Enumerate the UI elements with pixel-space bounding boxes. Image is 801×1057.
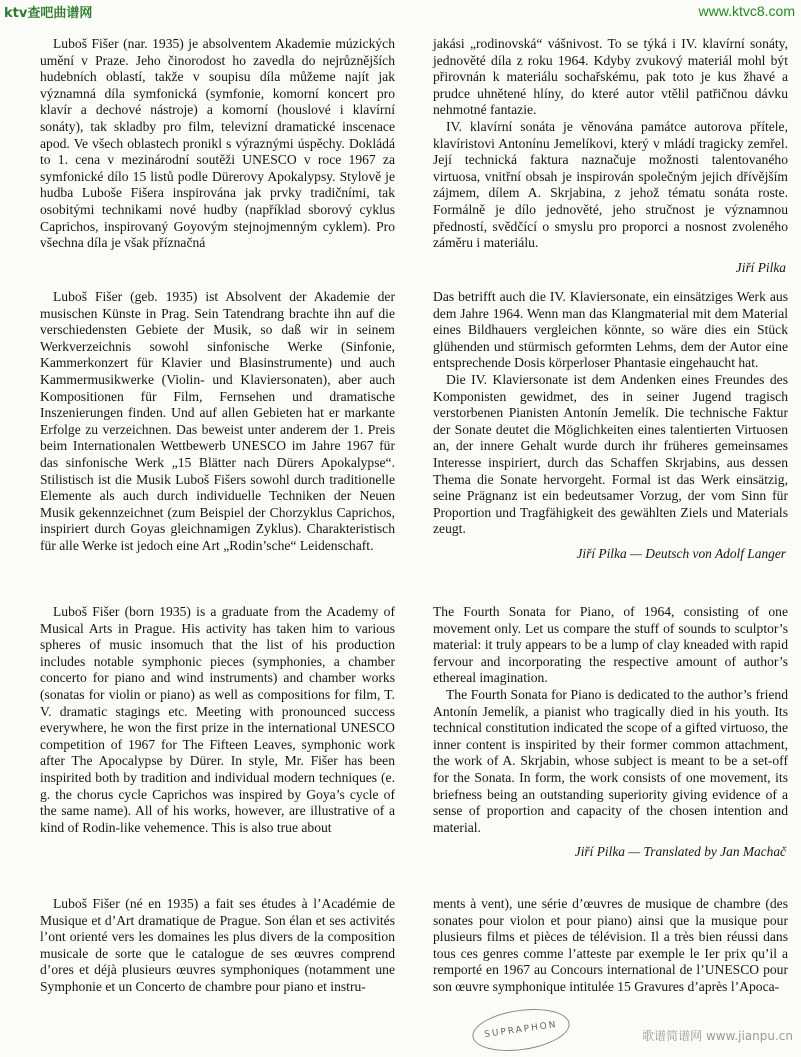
french-paragraph-1: Luboš Fišer (né en 1935) a fait ses études à l’Académie de Musique et d’Art dramatique de Prague. Son élan et ses activités l’ont orienté vers les domaines les plus divers de la composition musicale de sorte que le catalogue de ses œuvres comprend d’ores et déjà plusieurs œuvres symphoniques (notamment une Symphonie et un Concerto de chambre pour piano et instru- [40,896,395,994]
german-signature: Jiří Pilka — Deutsch von Adolf Langer [576,545,786,561]
english-left-column [40,604,395,836]
czech-signature: Jiří Pilka [735,259,786,275]
library-stamp: SUPRAPHON [470,1003,573,1056]
english-paragraph-2: The Fourth Sonata for Piano, of 1964, consisting of one movement only. Let us compare the stuff of sounds to sculptor’s material: it truly appears to be a lump of clay kneaded with rapid fervour and incorporating the respective amount of author’s ethereal imagination. [433,604,788,686]
czech-paragraph-1: Luboš Fišer (nar. 1935) je absolventem Akademie múzických umění v Praze. Jeho činorodost ho zavedla do nejrůznějších hudebních oblastí, takže v soupisu díla můžeme najít jak významná díla symfonická (symfonie, komorní koncert pro klavír a dechové nástroje) a komorní (houslové i klavírní sonáty), tak skladby pro film, televizní dramatické inscenace apod. Ve všech oblastech pronikl s výraznými úspěchy. Dokládá to 1. cena v mezinárodní soutěži UNESCO v roce 1967 za symfonické dílo 15 listů podle Dürerovy Apokalypsy. Stylově je hudba Luboše Fišera inspirována jak prvky tradičními, tak osobitými technikami nové hudby (například sborový cyklus Caprichos, inspirovaný Goyovým stejnojmenným cyklem). Pro všechna díla je však příznačná [40,36,395,251]
watermark-top-right: www.ktvc8.com [698,3,795,19]
german-paragraph-1: Luboš Fišer (geb. 1935) ist Absolvent der Akademie der musischen Künste in Prag. Sein Tatendrang brachte ihn auf die verschiedensten Gebiete der Musik, so daß wir in seinem Werkverzeichnis sowohl sinfonische Werke (Sinfonie, Kammerkonzert für Klavier und Blasinstrumente) und auch Kammermusikwerke (Violin- und Klaviersonaten), aber auch Kompositionen für Film, Fernsehen und dramatische Inszenierungen finden. Und auf allen Gebieten hat er markante Erfolge zu verzeichnen. Das beweist unter anderem der 1. Preis beim Internationalen Wettbewerb UNESCO im Jahre 1967 für das sinfonische Werk „15 Blätter nach Dürers Apokalypse“. Stilistisch ist die Musik Luboš Fišers sowohl durch traditionelle Elemente als auch durch individuelle Techniken der Neuen Musik gekennzeichnet (zum Beispiel der Chorzyklus Caprichos, inspiriert durch Goyas gleichnamigen Zyklus). Charakteristisch für alle Werke ist jedoch eine Art „Rodin’sche“ Leidenschaft. [40,289,395,553]
french-left-column [40,896,395,996]
german-right-column [433,289,788,563]
german-paragraph-3: Die IV. Klaviersonate ist dem Andenken eines Freundes des Komponisten gewidmet, des in seiner Jugend tragisch verstorbenen Pianisten Antonín Jemelík. Die technische Faktur der Sonate deutet die Möglichkeiten eines talentierten Virtuosen an, der innere Gehalt wurde durch ihr früheres gemeinsames Interesse inspiriert, durch das Schaffen Skrjabins, aus dessen Thema die Sonate hervorgeht. Formal ist das Werk einsätzig, seine Prägnanz ist ein bedeutsamer Vorzug, der vom Sinn für Proportion und Tragfähigkeit des gewählten Ziels und Materials zeugt. [433,371,788,537]
czech-right-column [433,36,788,276]
german-left-column [40,289,395,555]
watermark-bottom-right: 歌谱简谱网 www.jianpu.cn [642,1029,793,1043]
french-right-column [433,896,788,996]
english-paragraph-3: The Fourth Sonata for Piano is dedicated to the author’s friend Antonín Jemelík, a pianist who tragically died in his youth. Its technical constitution indicated the scope of a gifted virtuoso, the inner content is inspirited by their former common attachment, the work of A. Skrjabin, whose subject is meant to be a set-off for the Sonata. In form, the work consists of one movement, its briefness being an outstanding superiority giving evidence of a sense of proportion and capacity of the chosen intention and material. [433,686,788,835]
english-right-column [433,604,788,861]
czech-left-column [40,36,395,252]
czech-paragraph-3: IV. klavírní sonáta je věnována památce autorova přítele, klavíristovi Antonínu Jemelíkovi, který v mládí tragicky zemřel. Její technická faktura naznačuje možnosti talentovaného virtuosa, vnitřní obsah je inspirován společným jejich dřívějším zájmem, dílem A. Skrjabina, z jehož tématu sonáta roste. Formálně je dílo jednověté, jeho stručnost je významnou předností, svědčící o smyslu pro proporci a nosnost zvoleného záměru i materiálu. [433,118,788,251]
german-paragraph-2: Das betrifft auch die IV. Klaviersonate, ein einsätziges Werk aus dem Jahre 1964. Wenn man das Klangmaterial mit dem Material eines Bildhauers vergleichen könnte, so wäre dies ein Stück glühenden und stürmisch geformten Lehms, dem der Autor eine entsprechende Dosis körperloser Phantasie eingehaucht hat. [433,289,788,371]
french-paragraph-2: ments à vent), une série d’œuvres de musique de chambre (des sonates pour violon et pour piano) ainsi que la musique pour plusieurs films et pièces de télévision. Il a très bien réussi dans tous ces genres comme l’atteste par exemple le Ier prix qu’il a remporté en 1967 au Concours international de l’UNESCO pour son œuvre symphonique intitulée 15 Gravures d’après l’Apoca- [433,896,788,994]
czech-paragraph-2: jakási „rodinovská“ vášnivost. To se týká i IV. klavírní sonáty, jednověté díla z roku 1964. Kdyby zvukový materiál mohl být přirovnán k materiálu sochařskému, pak toto je kus žhavé a prudce uhnětené hlíny, do které autor vtělil patřičnou dávku nehmotné fantazie. [433,36,788,118]
english-paragraph-1: Luboš Fišer (born 1935) is a graduate from the Academy of Musical Arts in Prague. His activity has taken him to various spheres of music insomuch that the list of his production includes notable symphonic pieces (symphonies, a chamber concerto for piano and wind instruments) and chamber works (sonatas for violin or piano) as well as compositions for film, T. V. dramatic stagings etc. Meeting with pronounced success everywhere, he won the first prize in the international UNESCO competition of 1967 for The Fifteen Leaves, symphonic work after The Apocalypse by Dürer. In style, Mr. Fišer has been inspirited both by tradition and individual modern techniques (e. g. the chorus cycle Caprichos was inspired by Goya’s cycle of the same name). All of his works, however, are illustrative of a kind of Rodin-like vehemence. This is also true about [40,604,395,835]
english-signature: Jiří Pilka — Translated by Jan Machač [574,844,786,860]
watermark-top-left: ktv查吧曲谱网 [4,6,93,21]
